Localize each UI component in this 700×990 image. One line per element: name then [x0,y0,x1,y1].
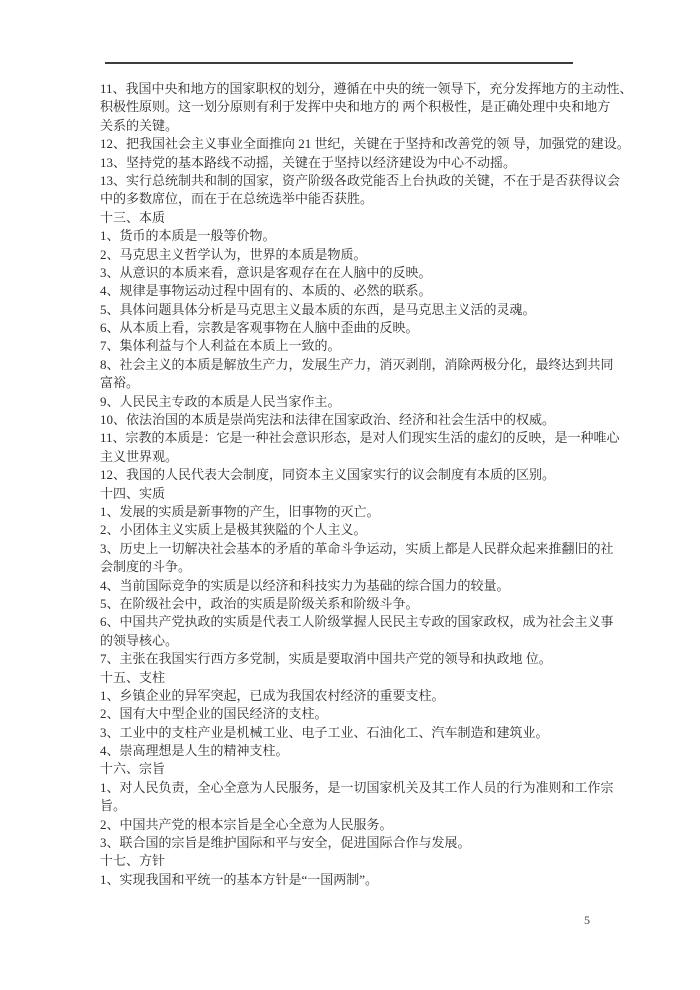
text-line: 11、宗教的本质是：它是一种社会意识形态，是对人们现实生活的虚幻的反映，是一种唯心 [100,430,620,446]
text-line: 2、中国共产党的根本宗旨是全心全意为人民服务。 [100,816,393,832]
text-line: 13、实行总统制共和制的国家，资产阶级各政党能否上台执政的关键，不在于是否获得议会 [100,172,621,188]
text-line: 7、主张在我国实行西方多党制，实质是要取消中国共产党的领导和执政地 位。 [100,651,552,667]
text-line: 10、依法治国的本质是崇尚宪法和法律在国家政治、经济和社会生活中的权威。 [100,412,556,428]
text-line: 4、崇高理想是人生的精神支柱。 [100,743,289,759]
text-line: 5、在阶级社会中，政治的实质是阶级关系和阶级斗争。 [100,595,419,611]
text-line: 5、具体问题具体分析是马克思主义最本质的东西，是马克思主义活的灵魂。 [100,301,536,317]
text-line: 中的多数席位，而在于在总统选举中能否获胜。 [100,191,374,207]
text-line: 3、联合国的宗旨是维护国际和平与安全，促进国际合作与发展。 [100,835,471,851]
section-heading: 十四、实质 [100,485,166,501]
document-body [100,80,633,889]
text-line: 7、集体利益与个人利益在本质上一致的。 [100,338,341,354]
text-line: 3、历史上一切解决社会基本的矛盾的革命斗争运动，实质上都是人民群众起来推翻旧的社 [100,540,614,556]
section-heading: 十六、宗旨 [100,761,166,777]
text-line: 1、发展的实质是新事物的产生，旧事物的灭亡。 [100,503,380,519]
text-line: 4、当前国际竞争的实质是以经济和科技实力为基础的综合国力的较量。 [100,577,510,593]
text-line: 11、我国中央和地方的国家职权的划分，遵循在中央的统一领导下，充分发挥地方的主动性、 [100,81,633,96]
text-line: 3、从意识的本质来看，意识是客观存在在人脑中的反映。 [100,264,432,280]
text-line: 3、工业中的支柱产业是机械工业、电子工业、石油化工、汽车制造和建筑业。 [100,724,549,740]
text-line: 富裕。 [100,375,140,391]
header-rule [105,62,573,64]
text-line: 主义世界观。 [100,448,179,464]
text-line: 8、社会主义的本质是解放生产力，发展生产力，消灭剥削，消除两极分化，最终达到共同 [100,356,614,372]
section-heading: 十七、方针 [100,853,166,869]
text-line: 12、我国的人民代表大会制度，同资本主义国家实行的议会制度有本质的区别。 [100,467,556,483]
text-line: 积极性原则。这一划分原则有利于发挥中央和地方的 两个积极性，是正确处理中央和地方 [100,99,611,115]
text-line: 的领导核心。 [100,632,179,648]
text-line: 9、人民民主专政的本质是人民当家作主。 [100,393,341,409]
text-line: 2、马克思主义哲学认为，世界的本质是物质。 [100,246,367,262]
page-number: 5 [584,913,590,927]
text-line: 2、国有大中型企业的国民经济的支柱。 [100,706,328,722]
text-line: 1、乡镇企业的异军突起，已成为我国农村经济的重要支柱。 [100,687,445,703]
text-line: 会制度的斗争。 [100,559,192,575]
text-line: 4、规律是事物运动过程中固有的、本质的、必然的联系。 [100,283,432,299]
text-line: 1、对人民负责，全心全意为人民服务，是一切国家机关及其工作人员的行为准则和工作宗 [100,779,614,795]
section-heading: 十三、本质 [100,209,166,225]
text-line: 12、把我国社会主义事业全面推向 21 世纪，关键在于坚持和改善党的领 导，加强党的建设。 [100,136,630,152]
text-line: 1、货币的本质是一般等价物。 [100,228,276,244]
text-line: 2、小团体主义实质上是极其狭隘的个人主义。 [100,522,367,538]
text-line: 13、坚持党的基本路线不动摇，关键在于坚持以经济建设为中心不动摇。 [100,154,517,170]
text-line: 6、从本质上看，宗教是客观事物在人脑中歪曲的反映。 [100,320,419,336]
text-line: 旨。 [100,798,127,814]
text-line: 1、实现我国和平统一的基本方针是“一国两制”。 [100,871,379,887]
section-heading: 十五、支柱 [100,669,166,685]
text-line: 关系的关键。 [100,117,179,133]
text-line: 6、中国共产党执政的实质是代表工人阶级掌握人民民主专政的国家政权，成为社会主义事 [100,614,614,630]
